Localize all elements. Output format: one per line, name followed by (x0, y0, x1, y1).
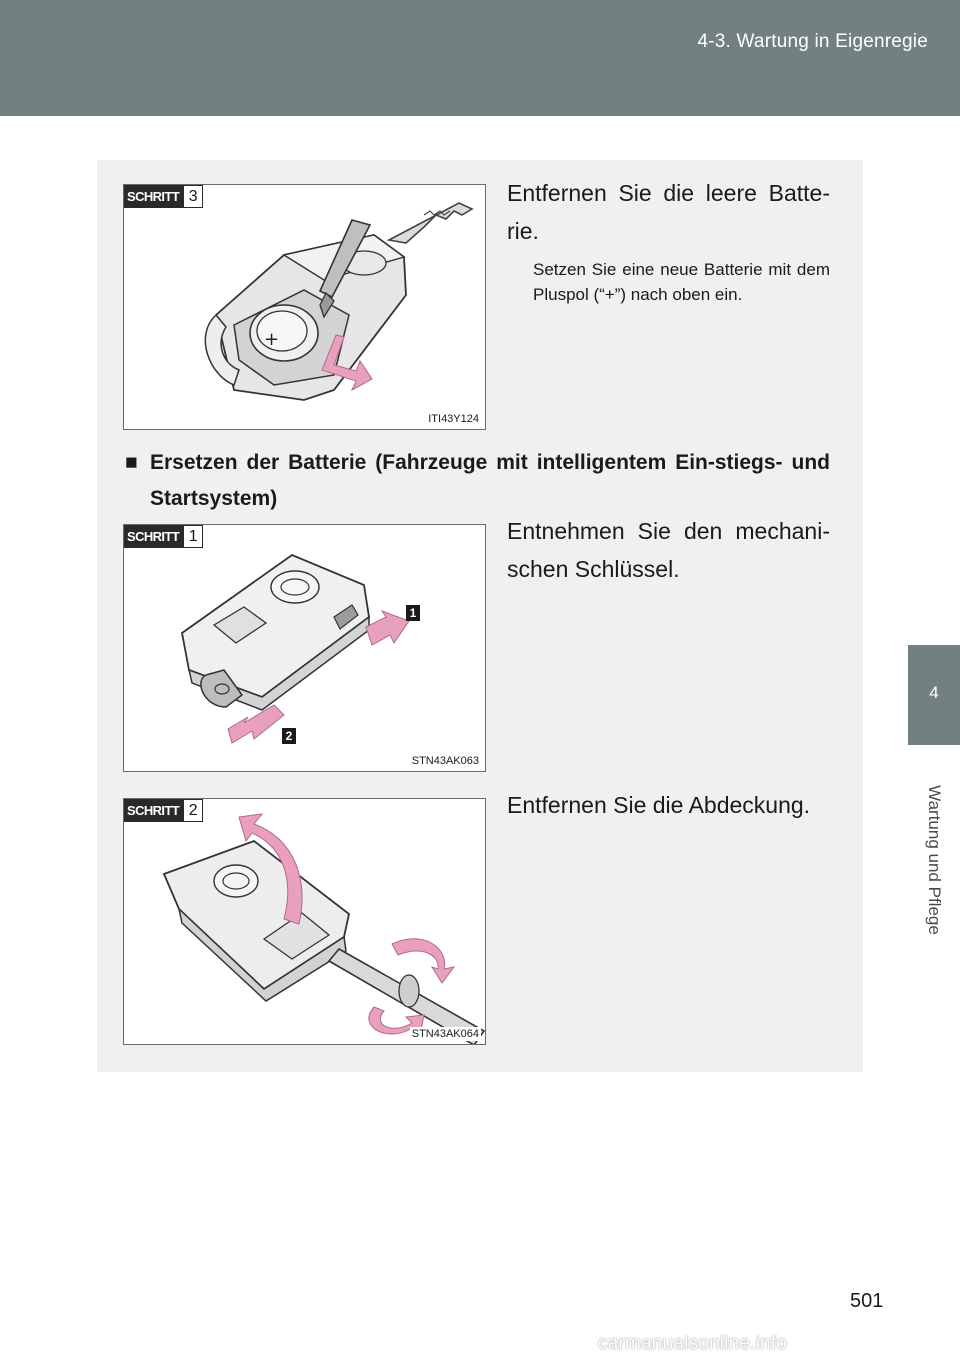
chapter-title: Wartung und Pflege (925, 785, 944, 935)
page-number: 501 (850, 1290, 884, 1312)
callout-2: 2 (282, 728, 296, 744)
smart-step2-instruction: Entfernen Sie die Abdeckung. (507, 792, 811, 818)
figure-code: STN43AK063 (411, 755, 479, 767)
smart-key-remove-illustration (124, 525, 486, 772)
step-badge-label: SCHRITT (123, 185, 183, 208)
step-badge-number: 3 (183, 185, 203, 208)
figure-smart-step2 (123, 798, 486, 1045)
step-badge-number: 1 (183, 525, 203, 548)
section-heading (125, 445, 830, 517)
section-title: 4-3. Wartung in Eigenregie (697, 31, 928, 52)
callout-1: 1 (406, 605, 420, 621)
step3-note: Setzen Sie eine neue Batterie mit dem Pluspol (“+”) nach oben ein. (533, 260, 830, 304)
step-badge (123, 799, 203, 822)
smart-step1-instruction: Entnehmen Sie den mechani-schen Schlüssel. (507, 518, 830, 582)
smart-key-cover-illustration (124, 799, 486, 1045)
chapter-number: 4 (929, 683, 939, 702)
heading-bullet-icon: ■ (125, 451, 138, 474)
key-battery-illustration (124, 185, 486, 430)
figure-smart-step1 (123, 524, 486, 772)
figure-code: STN43AK064 (411, 1028, 479, 1040)
step3-instruction: Entfernen Sie die leere Batte-rie. (507, 180, 830, 244)
figure-step3 (123, 184, 486, 430)
heading-text: Ersetzen der Batterie (Fahrzeuge mit intelligentem Ein-stiegs- und Startsystem) (150, 451, 830, 510)
chapter-tab (908, 645, 960, 745)
step-badge-number: 2 (183, 799, 203, 822)
page-header (0, 0, 960, 116)
step-badge-label: SCHRITT (123, 799, 183, 822)
footer-watermark: carmanualsonline.info (598, 1333, 788, 1354)
figure-code: ITI43Y124 (428, 413, 479, 425)
step-badge-label: SCHRITT (123, 525, 183, 548)
step-badge (123, 525, 203, 548)
svg-text:+: + (264, 329, 280, 350)
step-badge (123, 185, 203, 208)
